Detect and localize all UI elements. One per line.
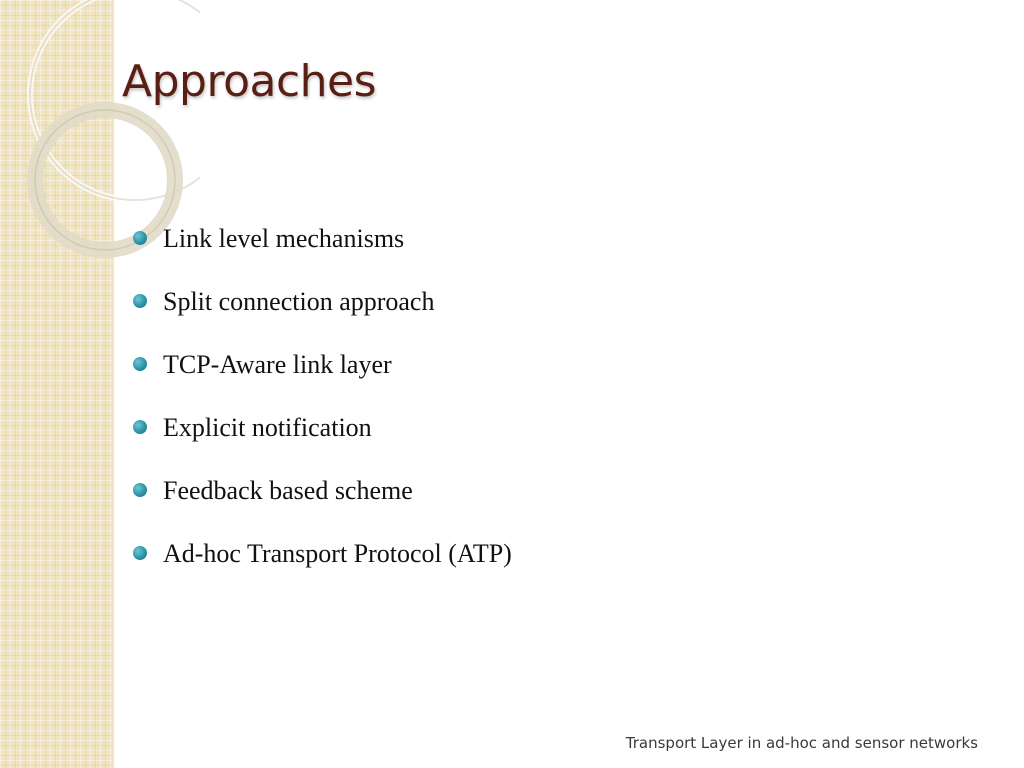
bullet-item <box>133 221 512 284</box>
bullet-item <box>133 410 512 473</box>
bullet-icon <box>133 483 147 497</box>
bullet-icon <box>133 294 147 308</box>
bullet-text: Ad-hoc Transport Protocol (ATP) <box>163 539 512 568</box>
bullet-item <box>133 347 512 410</box>
bullet-item <box>133 473 512 536</box>
bullet-icon <box>133 420 147 434</box>
slide-footer: Transport Layer in ad-hoc and sensor networks <box>625 734 978 752</box>
bullet-text: Explicit notification <box>163 413 372 442</box>
bullet-icon <box>133 231 147 245</box>
bullet-item <box>133 284 512 347</box>
bullet-icon <box>133 357 147 371</box>
bullet-item <box>133 536 512 599</box>
bullet-icon <box>133 546 147 560</box>
bullet-text: Feedback based scheme <box>163 476 413 505</box>
bullet-list <box>133 221 512 599</box>
bullet-text: Split connection approach <box>163 287 435 316</box>
bullet-text: Link level mechanisms <box>163 224 405 253</box>
slide-title: Approaches <box>122 56 377 107</box>
bullet-text: TCP-Aware link layer <box>163 350 392 379</box>
